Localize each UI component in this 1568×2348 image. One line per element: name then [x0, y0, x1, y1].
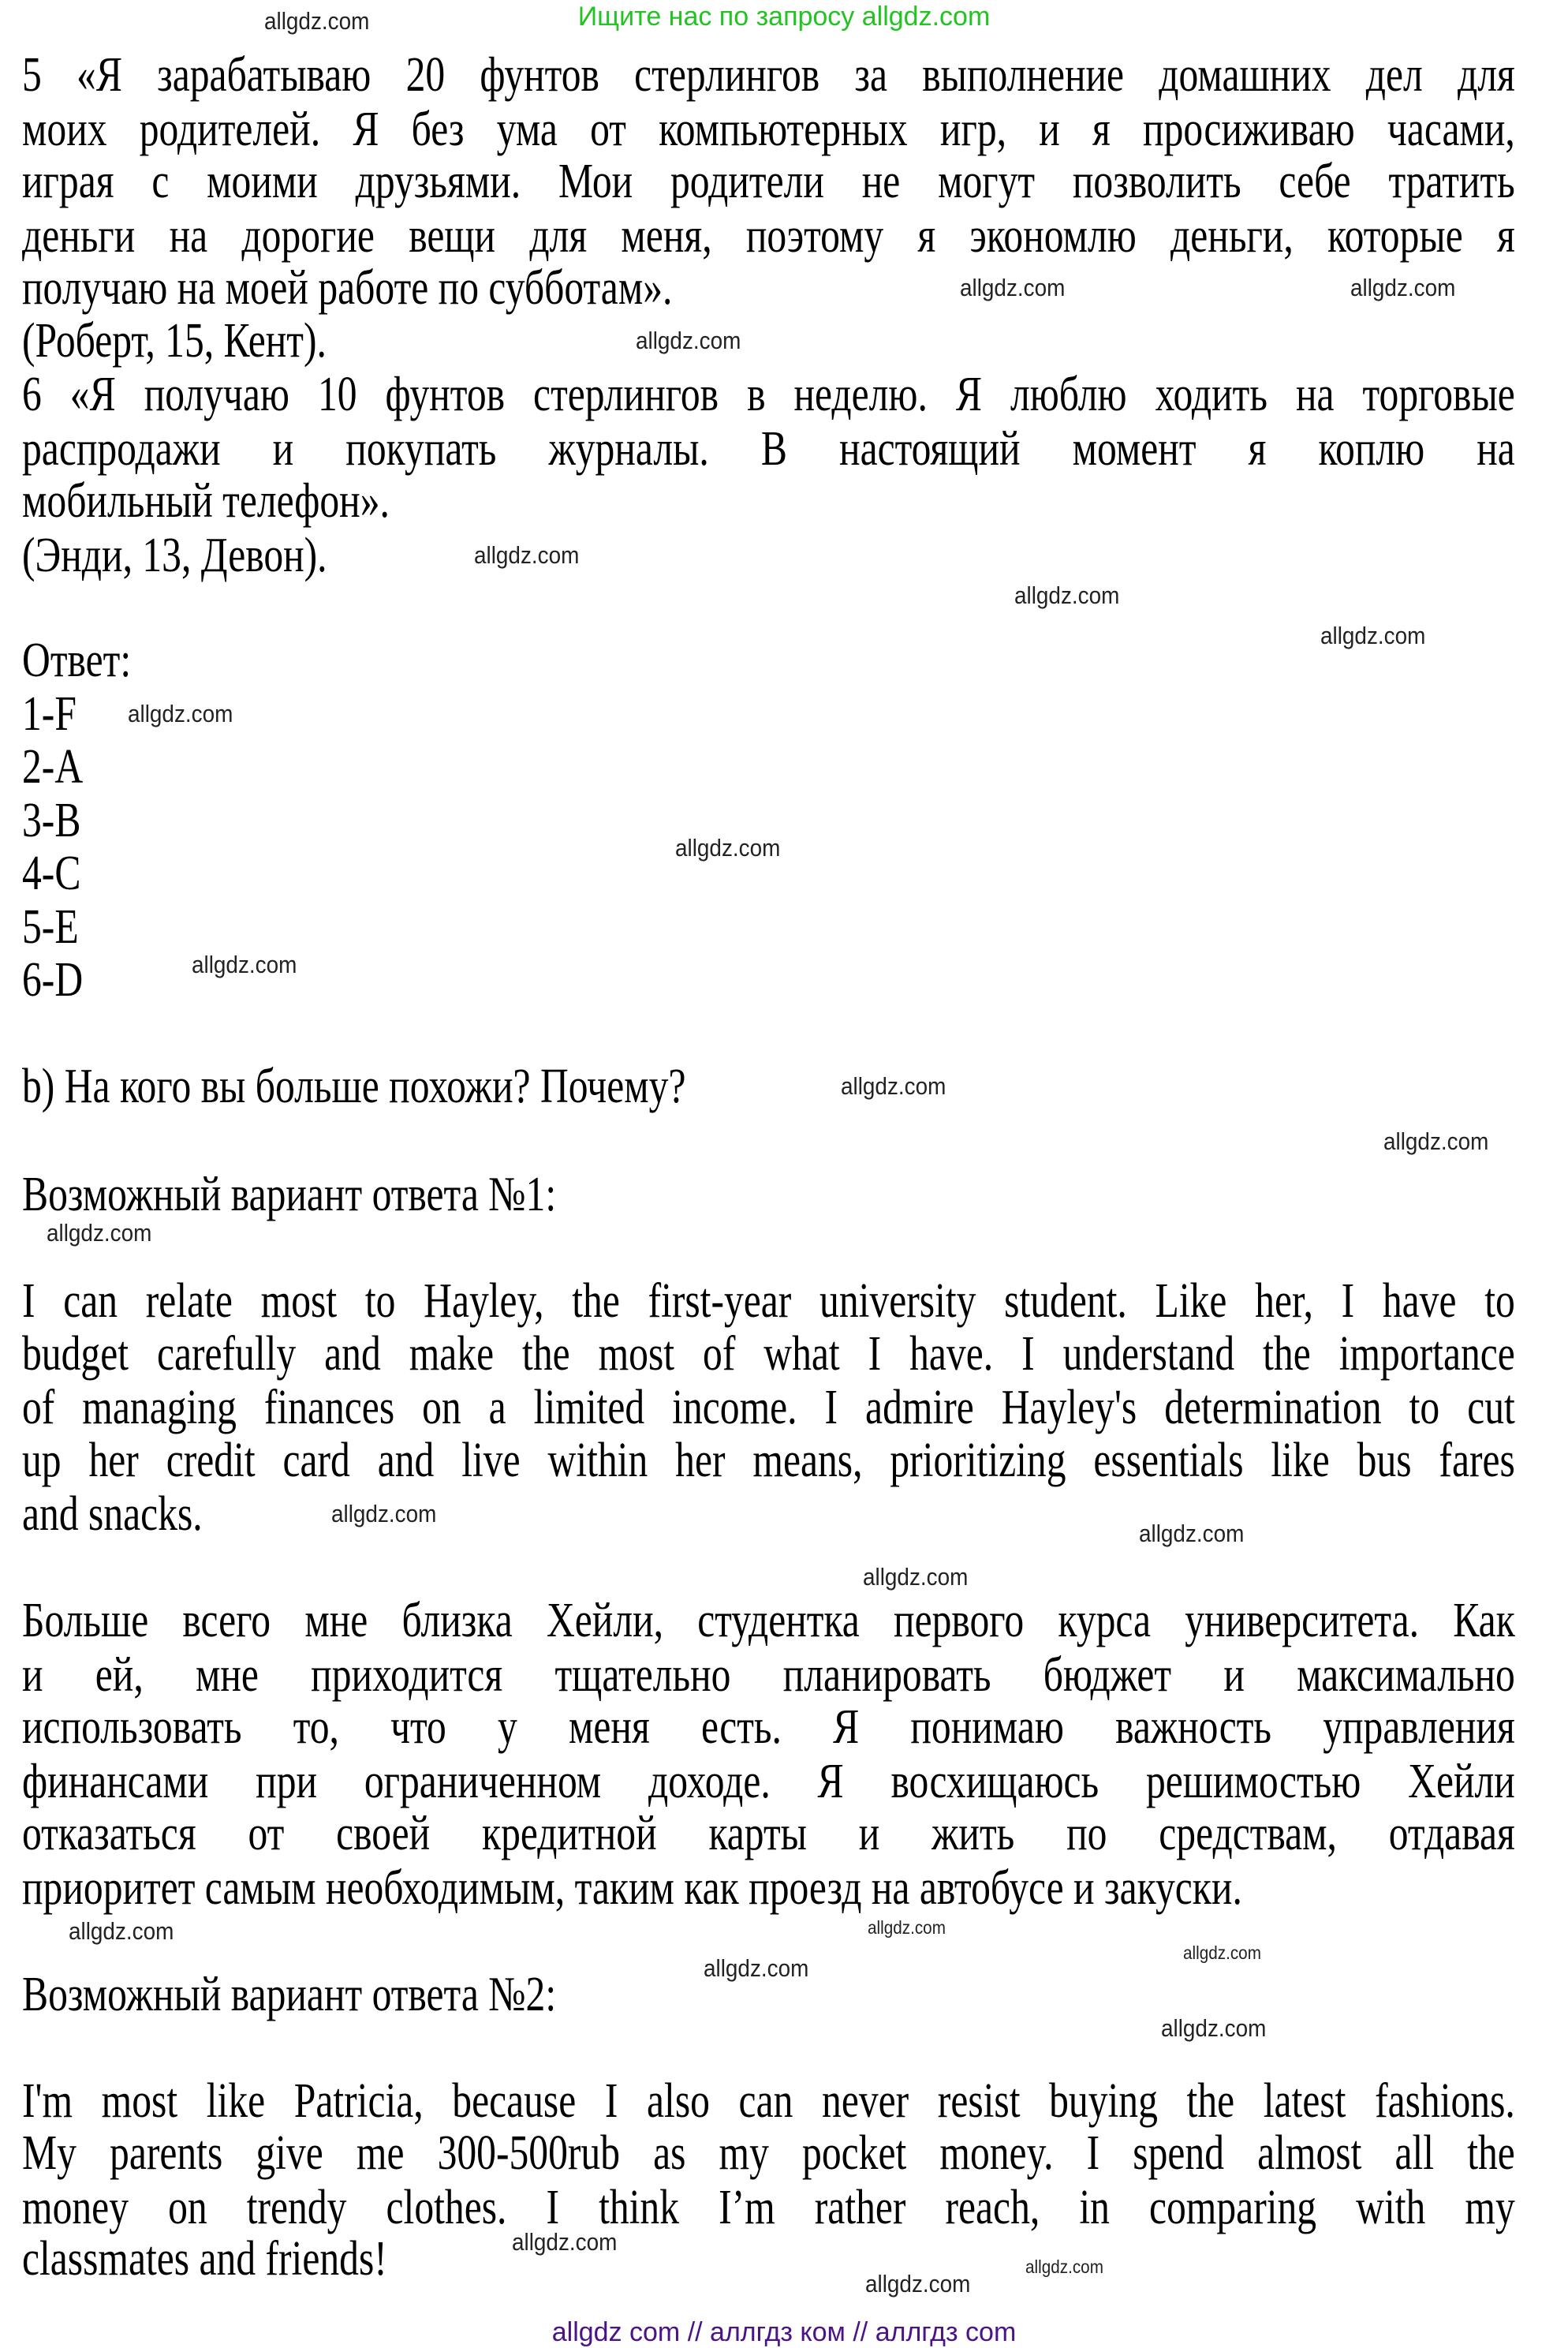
watermark: allgdz.com [1014, 581, 1120, 609]
watermark: allgdz.com [841, 1072, 946, 1100]
variant1-english-line: budget carefully and make the most of what I have. I understand the importance [22, 1327, 1515, 1381]
variant1-english-line: up her credit card and live within her means, prioritizing essentials like bus fares [22, 1434, 1515, 1487]
watermark: allgdz.com [1320, 622, 1426, 649]
variant1-english-line: of managing finances on a limited income. I admire Hayley's determination to cut [22, 1381, 1515, 1434]
watermark: allgdz.com [1350, 274, 1456, 301]
question-b: b) На кого вы больше похожи? Почему? [22, 1060, 686, 1113]
variant1-title: Возможный вариант ответа №1: [22, 1168, 557, 1221]
answer-item: 6-D [22, 953, 84, 1007]
answer-item: 2-A [22, 740, 84, 794]
watermark: allgdz.com [1183, 1942, 1261, 1963]
variant1-russian-line: отказаться от своей кредитной карты и жить по средствам, отдавая [22, 1807, 1515, 1860]
watermark: allgdz.com [512, 2228, 618, 2256]
answer-item: 4-C [22, 847, 81, 900]
variant2-english-line: money on trendy clothes. I think I’m rather reach, in comparing with my [22, 2181, 1515, 2234]
answer-item: 1-F [22, 687, 77, 741]
item5-line: моих родителей. Я без ума от компьютерных игр, и я просиживаю часами, [22, 103, 1515, 156]
footer-banner: allgdz com // аллгдз ком // аллгдз com [551, 2317, 1017, 2347]
watermark: allgdz.com [128, 700, 233, 727]
item6-line: мобильный телефон». [22, 474, 390, 528]
watermark: allgdz.com [1139, 1520, 1245, 1547]
watermark: allgdz.com [264, 7, 370, 35]
variant2-english-line: I'm most like Patricia, because I also can never resist buying the latest fashions. [22, 2074, 1515, 2128]
item5-line: 5 «Я зарабатываю 20 фунтов стерлингов за выполнение домашних дел для [22, 48, 1515, 102]
item5-line: получаю на моей работе по субботам». [22, 261, 673, 315]
item6-line: распродажи и покупать журналы. В настоящий момент я коплю на [22, 422, 1515, 476]
watermark: allgdz.com [69, 1917, 174, 1945]
answer-item: 3-B [22, 794, 81, 847]
item6-attribution: (Энди, 13, Девон). [22, 529, 327, 582]
watermark: allgdz.com [636, 327, 741, 354]
answer-item: 5-E [22, 900, 79, 954]
watermark: allgdz.com [960, 274, 1066, 301]
watermark: allgdz.com [704, 1954, 809, 1982]
variant1-russian-line: и ей, мне приходится тщательно планировать бюджет и максимально [22, 1648, 1515, 1702]
watermark: allgdz.com [1161, 2014, 1267, 2042]
watermark: allgdz.com [865, 2270, 971, 2298]
watermark: allgdz.com [474, 541, 580, 569]
item5-line: играя с моими друзьями. Мои родители не могут позволить себе тратить [22, 155, 1515, 208]
variant1-english-line: I can relate most to Hayley, the first-year university student. Like her, I have to [22, 1274, 1515, 1328]
variant1-russian-line: приоритет самым необходимым, таким как проезд на автобусе и закуски. [22, 1861, 1242, 1915]
watermark: allgdz.com [192, 951, 297, 978]
watermark: allgdz.com [1025, 2256, 1103, 2277]
item6-line: 6 «Я получаю 10 фунтов стерлингов в неделю. Я люблю ходить на торговые [22, 368, 1515, 421]
watermark: allgdz.com [863, 1563, 969, 1591]
item5-line: деньги на дорогие вещи для меня, поэтому я экономлю деньги, которые я [22, 209, 1515, 263]
watermark: allgdz.com [675, 834, 781, 862]
variant1-russian-line: Больше всего мне близка Хейли, студентка первого курса университета. Как [22, 1594, 1515, 1647]
variant1-russian-line: финансами при ограниченном доходе. Я восхищаюсь решимостью Хейли [22, 1755, 1515, 1808]
variant2-english-line: classmates and friends! [22, 2232, 387, 2286]
variant2-english-line: My parents give me 300-500rub as my pocket money. I spend almost all the [22, 2126, 1515, 2180]
variant1-russian-line: использовать то, что у меня есть. Я понимаю важность управления [22, 1700, 1515, 1754]
item5-attribution: (Роберт, 15, Кент). [22, 314, 327, 368]
watermark: allgdz.com [868, 1917, 946, 1938]
answer-label: Ответ: [22, 634, 132, 687]
watermark: allgdz.com [47, 1219, 152, 1247]
watermark: allgdz.com [1383, 1127, 1489, 1155]
search-banner: Ищите нас по запросу allgdz.com [577, 2, 991, 32]
watermark: allgdz.com [331, 1500, 437, 1527]
variant2-title: Возможный вариант ответа №2: [22, 1968, 557, 2021]
variant1-english-line: and snacks. [22, 1487, 203, 1541]
